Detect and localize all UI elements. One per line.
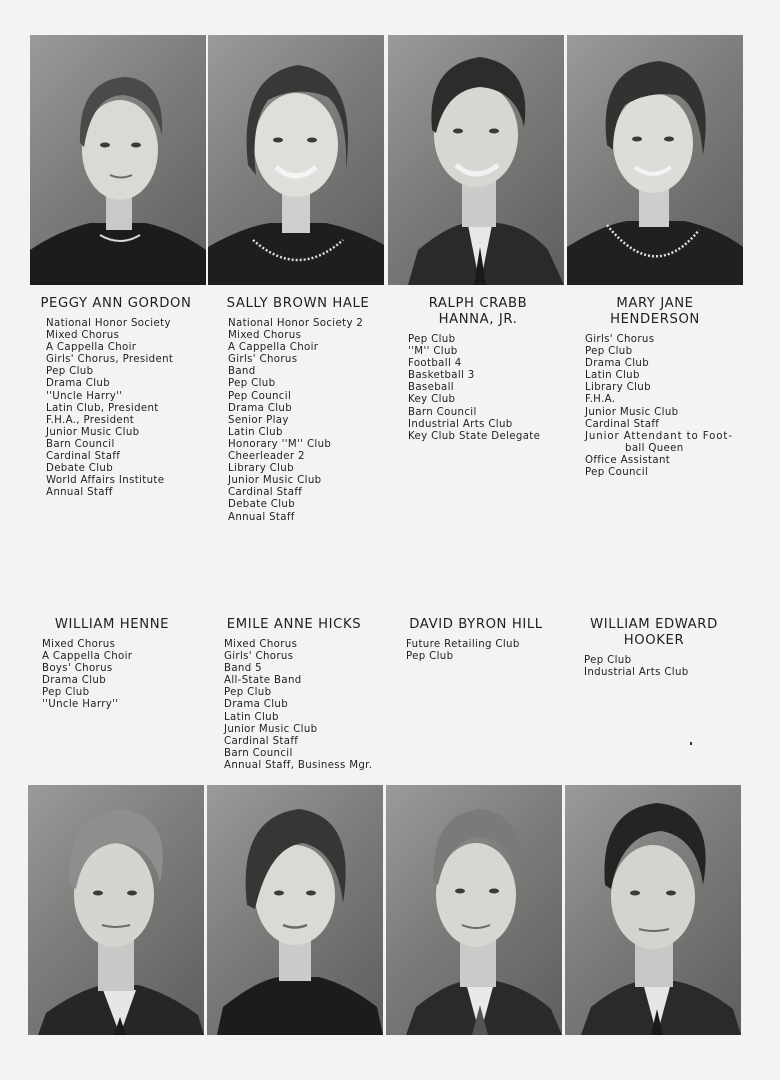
activity-item: Cheerleader 2 bbox=[228, 451, 305, 463]
activity-item: Library Club bbox=[228, 463, 294, 475]
activity-list bbox=[390, 334, 566, 443]
activity-item: National Honor Society 2 bbox=[228, 318, 364, 329]
activity-item: Pep Club bbox=[42, 687, 90, 699]
activity-item: Latin Club bbox=[585, 370, 640, 382]
portrait-henne-figure bbox=[28, 785, 204, 1035]
entry-hooker bbox=[566, 617, 742, 679]
portrait-hicks bbox=[207, 785, 383, 1035]
activity-list bbox=[206, 639, 382, 772]
activity-item: A Cappella Choir bbox=[42, 651, 133, 663]
activity-item: Girls' Chorus bbox=[224, 651, 294, 663]
student-name: WILLIAM HENNE bbox=[54, 617, 170, 632]
activity-item: Pep Council bbox=[228, 390, 292, 402]
activity-item: Senior Play bbox=[228, 414, 289, 426]
activity-item: A Cappella Choir bbox=[46, 342, 137, 354]
activity-item: Junior Music Club bbox=[585, 406, 679, 418]
portrait-hanna bbox=[388, 35, 564, 285]
activity-list bbox=[567, 334, 743, 479]
activity-item: Honorary ''M'' Club bbox=[228, 438, 332, 450]
activity-item: Debate Club bbox=[46, 463, 114, 475]
portrait-hooker-figure bbox=[565, 785, 741, 1035]
activity-item: Girls' Chorus, President bbox=[46, 354, 174, 366]
portrait-henderson bbox=[567, 35, 743, 285]
activity-item: Annual Staff, Business Mgr. bbox=[224, 759, 373, 771]
activity-item: Drama Club bbox=[228, 402, 293, 414]
activity-item: F.H.A. bbox=[585, 394, 616, 406]
activity-item: Pep Club bbox=[408, 334, 456, 345]
activity-item: Basketball 3 bbox=[408, 370, 475, 382]
entry-henderson bbox=[567, 296, 743, 479]
portrait-hill-figure bbox=[386, 785, 562, 1035]
activity-item: Junior Music Club bbox=[224, 723, 318, 735]
activity-item: ''M'' Club bbox=[408, 346, 458, 358]
entry-hicks bbox=[206, 617, 382, 772]
activity-item: Debate Club bbox=[228, 499, 296, 511]
student-name: RALPH CRABB HANNA, JR. bbox=[428, 296, 528, 327]
activity-item: Football 4 bbox=[408, 358, 462, 370]
activity-item: Baseball bbox=[408, 382, 454, 394]
activity-item: Mixed Chorus bbox=[46, 330, 120, 342]
activity-list bbox=[24, 639, 200, 712]
activity-item: Cardinal Staff bbox=[224, 735, 299, 747]
activity-list bbox=[210, 318, 386, 524]
activity-item: Girls' Chorus bbox=[585, 334, 655, 345]
activity-item: Pep Club bbox=[406, 651, 454, 663]
activity-item: Pep Club bbox=[228, 378, 276, 390]
activity-item: Pep Club bbox=[585, 346, 633, 358]
activity-item: Pep Club bbox=[584, 655, 632, 666]
activity-item: Latin Club bbox=[224, 711, 279, 723]
activity-item: Annual Staff bbox=[228, 511, 295, 523]
activity-item: Barn Council bbox=[46, 438, 115, 450]
activity-item: Drama Club bbox=[46, 378, 111, 390]
portrait-hooker bbox=[565, 785, 741, 1035]
activity-item: Band bbox=[228, 366, 256, 378]
activity-item: ''Uncle Harry'' bbox=[46, 390, 123, 402]
activity-item: Junior Attendant to Foot- bbox=[585, 430, 733, 442]
entry-henne bbox=[24, 617, 200, 712]
activity-item: Drama Club bbox=[224, 699, 289, 711]
activity-item: Barn Council bbox=[408, 406, 477, 418]
activity-item: Future Retailing Club bbox=[406, 639, 520, 650]
activity-item: Band 5 bbox=[224, 663, 262, 675]
activity-item: Junior Music Club bbox=[46, 426, 140, 438]
activity-item: Key Club State Delegate bbox=[408, 430, 541, 442]
portrait-henderson-figure bbox=[567, 35, 743, 285]
ink-speck bbox=[690, 742, 692, 745]
activity-item: Latin Club bbox=[228, 426, 283, 438]
portrait-gordon-figure bbox=[30, 35, 206, 285]
activity-list bbox=[388, 639, 564, 663]
activity-item: Annual Staff bbox=[46, 487, 113, 499]
activity-item: Girls' Chorus bbox=[228, 354, 298, 366]
activity-item: Latin Club, President bbox=[46, 402, 159, 414]
activity-item: World Affairs Institute bbox=[46, 475, 165, 487]
activity-list bbox=[28, 318, 204, 499]
activity-item: Library Club bbox=[585, 382, 651, 394]
student-name: WILLIAM EDWARD HOOKER bbox=[590, 617, 718, 648]
portrait-henne bbox=[28, 785, 204, 1035]
activity-item: Boys' Chorus bbox=[42, 663, 113, 675]
student-name: EMILE ANNE HICKS bbox=[226, 617, 362, 632]
activity-item: Office Assistant bbox=[585, 454, 671, 466]
activity-item: Barn Council bbox=[224, 747, 293, 759]
activity-item: Pep Club bbox=[46, 366, 94, 378]
entry-gordon bbox=[28, 296, 204, 499]
activity-item: Pep Council bbox=[585, 467, 649, 479]
student-name: MARY JANE HENDERSON bbox=[610, 296, 700, 327]
activity-item: Mixed Chorus bbox=[228, 330, 302, 342]
entry-hanna bbox=[390, 296, 566, 443]
activity-item: National Honor Society bbox=[46, 318, 171, 329]
portrait-hanna-figure bbox=[388, 35, 564, 285]
activity-item: Drama Club bbox=[585, 358, 650, 370]
activity-item: Mixed Chorus bbox=[224, 639, 298, 650]
portrait-hill bbox=[386, 785, 562, 1035]
activity-list bbox=[566, 655, 742, 679]
activity-item: Drama Club bbox=[42, 675, 107, 687]
activity-item: Cardinal Staff bbox=[228, 487, 303, 499]
activity-item: A Cappella Choir bbox=[228, 342, 319, 354]
activity-item: Pep Club bbox=[224, 687, 272, 699]
activity-item: F.H.A., President bbox=[46, 414, 135, 426]
activity-item: Cardinal Staff bbox=[46, 451, 121, 463]
activity-item: Junior Music Club bbox=[228, 475, 322, 487]
activity-item: All-State Band bbox=[224, 675, 302, 687]
activity-item: ''Uncle Harry'' bbox=[42, 699, 119, 711]
student-name: DAVID BYRON HILL bbox=[409, 617, 543, 632]
activity-item: Industrial Arts Club bbox=[408, 418, 513, 430]
portrait-hale-figure bbox=[208, 35, 384, 285]
entry-hale bbox=[210, 296, 386, 524]
portrait-hale bbox=[208, 35, 384, 285]
student-name: SALLY BROWN HALE bbox=[226, 296, 370, 311]
student-name: PEGGY ANN GORDON bbox=[40, 296, 192, 311]
activity-item: Mixed Chorus bbox=[42, 639, 116, 650]
portrait-hicks-figure bbox=[207, 785, 383, 1035]
portrait-gordon bbox=[30, 35, 206, 285]
activity-item-continued: ball Queen bbox=[625, 442, 684, 454]
entry-hill bbox=[388, 617, 564, 663]
activity-item: Industrial Arts Club bbox=[584, 667, 689, 679]
activity-item: Key Club bbox=[408, 394, 456, 406]
activity-item: Cardinal Staff bbox=[585, 418, 660, 430]
